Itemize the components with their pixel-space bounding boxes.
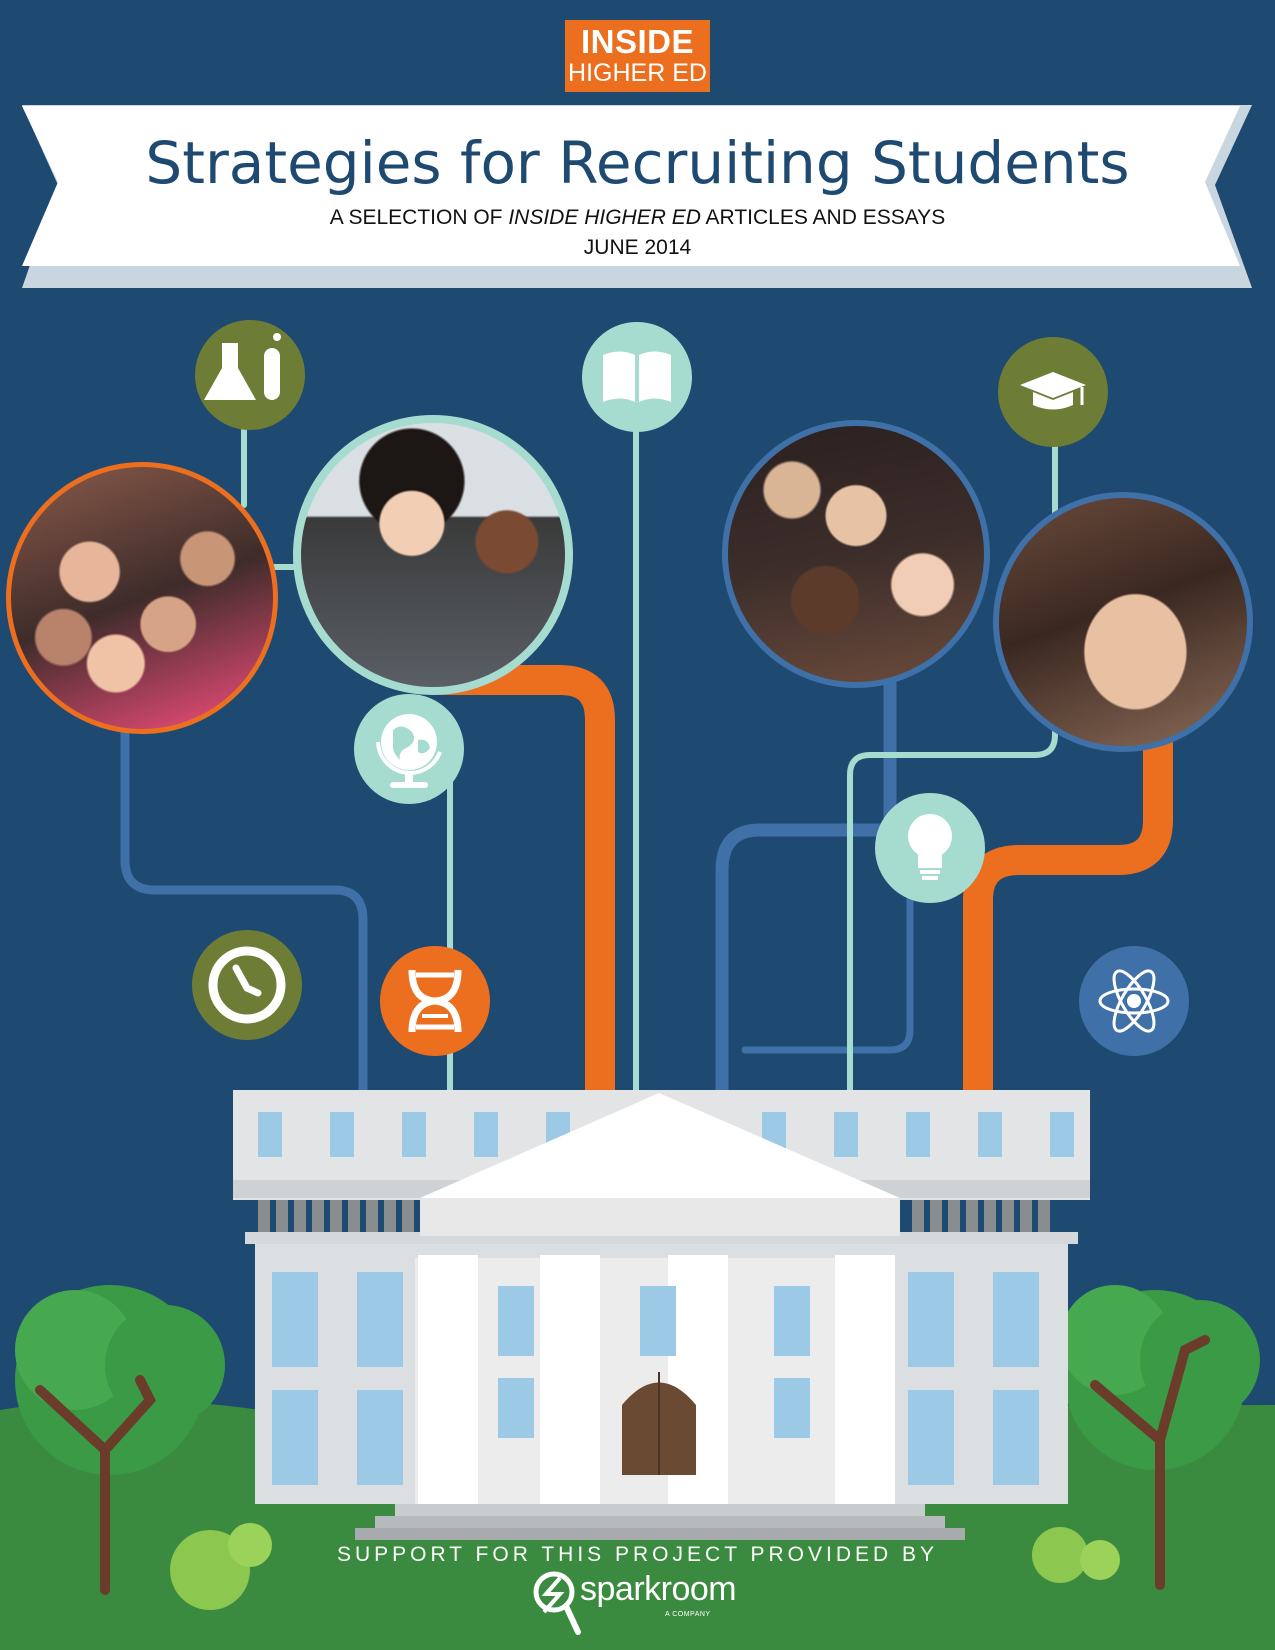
subtitle-suffix: ARTICLES AND ESSAYS [700, 206, 946, 229]
student-portrait-photo [993, 492, 1253, 752]
smiling-students-photo [722, 420, 990, 688]
page-subtitle [0, 206, 1275, 230]
subtitle-prefix: A SELECTION OF [329, 206, 509, 229]
university-building [233, 1090, 1090, 1540]
group-of-students-photo [6, 462, 278, 734]
lab-flask-icon [195, 320, 305, 430]
logo-line-1: INSIDE [580, 23, 695, 60]
clock-icon [192, 930, 302, 1040]
lightbulb-icon [875, 793, 985, 903]
inside-higher-ed-logo [565, 20, 710, 92]
dna-icon [380, 946, 490, 1056]
subtitle-publication: INSIDE HIGHER ED [508, 206, 701, 229]
sponsor-name: sparkroom [580, 1570, 737, 1608]
logo-line-2: HIGHER ED [568, 59, 707, 87]
graduation-cap-icon [998, 337, 1108, 447]
support-credit: SUPPORT FOR THIS PROJECT PROVIDED BY [336, 1543, 939, 1566]
sparkroom-logo [530, 1568, 770, 1628]
publication-date: JUNE 2014 [583, 236, 692, 259]
sponsor-tagline: A COMPANY [665, 1611, 711, 1618]
page-title: Strategies for Recruiting Students [145, 129, 1130, 197]
open-book-icon [582, 322, 692, 432]
atom-icon [1079, 946, 1189, 1056]
students-at-laptop-photo [293, 415, 573, 695]
globe-icon [354, 694, 464, 804]
